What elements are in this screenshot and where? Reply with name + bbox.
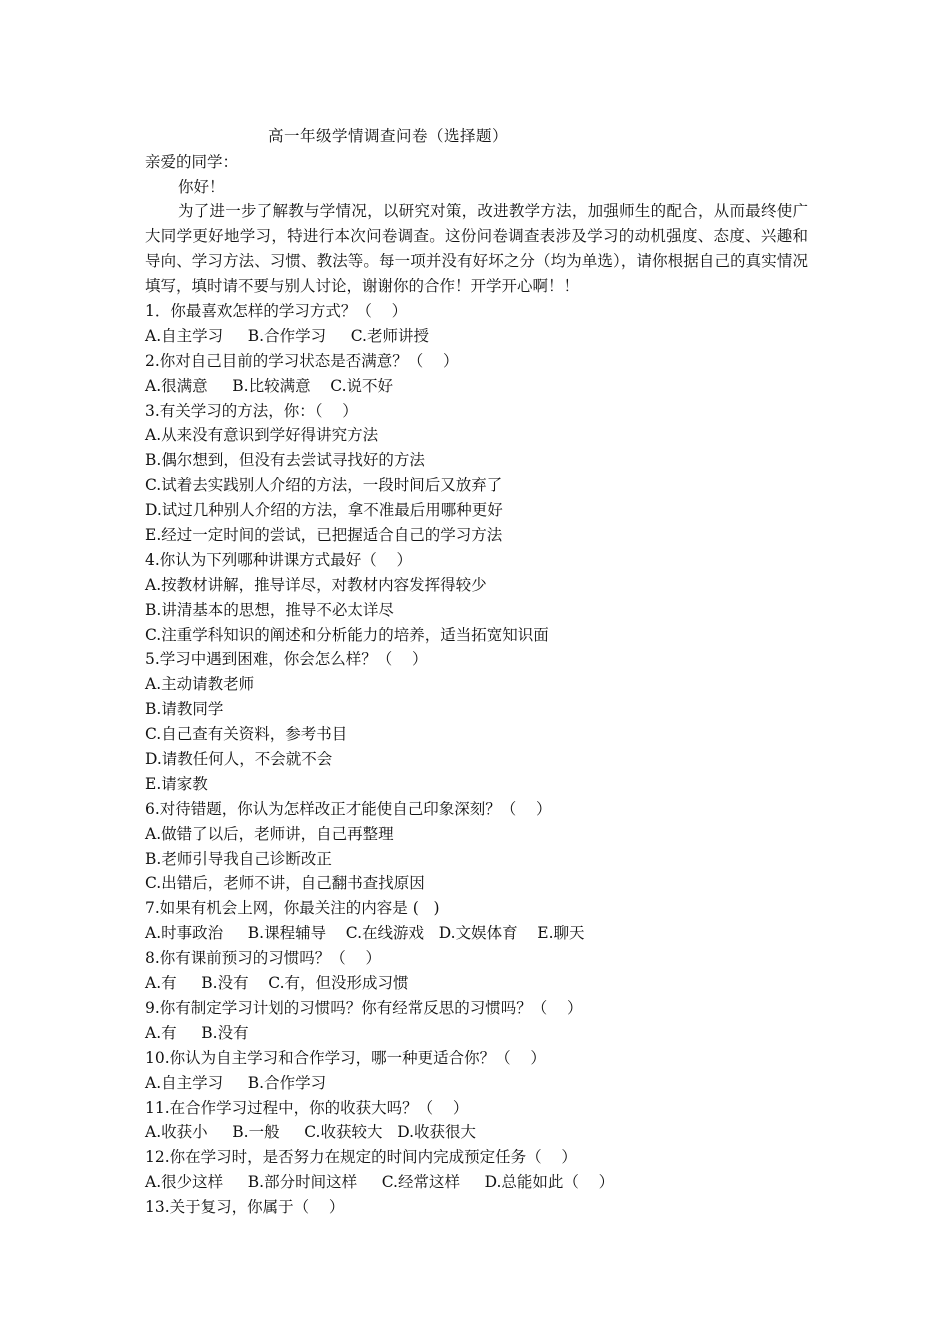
answer-option: A.主动请教老师 bbox=[145, 675, 255, 694]
answer-option: B.讲清基本的思想，推导不必太详尽 bbox=[145, 600, 394, 619]
question-text: 3.有关学习的方法，你：（ ） bbox=[145, 401, 358, 420]
question-text: 8.你有课前预习的习惯吗？（ ） bbox=[145, 949, 381, 968]
question-text: 12.你在学习时，是否努力在规定的时间内完成预定任务（ ） bbox=[145, 1148, 577, 1167]
answer-option: A.从来没有意识到学好得讲究方法 bbox=[145, 426, 379, 445]
question-text: 6.对待错题，你认为怎样改正才能使自己印象深刻？（ ） bbox=[145, 799, 552, 818]
answer-option: A.按教材讲解，推导详尽，对教材内容发挥得较少 bbox=[145, 575, 487, 594]
answer-option: C.注重学科知识的阐述和分析能力的培养，适当拓宽知识面 bbox=[145, 625, 549, 644]
question-text: 2.你对自己目前的学习状态是否满意？（ ） bbox=[145, 351, 459, 370]
answer-option: A.自主学习 B.合作学习 bbox=[145, 1073, 327, 1092]
question-text: 5.学习中遇到困难，你会怎么样？（ ） bbox=[145, 650, 428, 669]
question-text: 13.关于复习，你属于（ ） bbox=[145, 1198, 345, 1217]
intro-paragraph: 为了进一步了解教与学情况，以研究对策，改进教学方法，加强师生的配合，从而最终使广大同学更好地学习，特进行本次问卷调查。这份问卷调查表涉及学习的动机强度、态度、兴趣和导向、学习方法、习惯、教法等。每一项并没有好坏之分（均为单选），请你根据自己的真实情况填写，填时请不要与别人讨论，谢谢你的合作！开学开心啊！！ bbox=[145, 202, 808, 295]
answer-option: C.试着去实践别人介绍的方法，一段时间后又放弃了 bbox=[145, 476, 503, 495]
answer-option: D.请教任何人，不会就不会 bbox=[145, 750, 333, 769]
answer-option: A.有 B.没有 C.有，但没形成习惯 bbox=[145, 974, 409, 993]
answer-option: B.老师引导我自己诊断改正 bbox=[145, 849, 332, 868]
answer-option: C.自己查有关资料，参考书目 bbox=[145, 725, 348, 744]
question-list bbox=[145, 299, 825, 1220]
answer-option: A.很少这样 B.部分时间这样 C.经常这样 D.总能如此（ ） bbox=[145, 1173, 615, 1192]
answer-option: A.很满意 B.比较满意 C.说不好 bbox=[145, 376, 394, 395]
question-text: 9.你有制定学习计划的习惯吗？你有经常反思的习惯吗？（ ） bbox=[145, 998, 583, 1017]
question-text: 7.如果有机会上网，你最关注的内容是 ( ) bbox=[145, 899, 440, 918]
answer-option: B.偶尔想到，但没有去尝试寻找好的方法 bbox=[145, 451, 425, 470]
answer-option: B.请教同学 bbox=[145, 700, 224, 719]
answer-option: A.收获小 B.一般 C.收获较大 D.收获很大 bbox=[145, 1123, 477, 1142]
salutation: 亲爱的同学： bbox=[145, 153, 239, 171]
answer-option: A.做错了以后，老师讲，自己再整理 bbox=[145, 824, 394, 843]
question-text: 4.你认为下列哪种讲课方式最好（ ） bbox=[145, 550, 412, 569]
question-text: 10.你认为自主学习和合作学习，哪一种更适合你？（ ） bbox=[145, 1048, 546, 1067]
answer-option: C.出错后，老师不讲，自己翻书查找原因 bbox=[145, 874, 425, 893]
question-text: 1．你最喜欢怎样的学习方式？（ ） bbox=[145, 302, 408, 320]
answer-option: A.时事政治 B.课程辅导 C.在线游戏 D.文娱体育 E.聊天 bbox=[145, 924, 585, 943]
question-text: 11.在合作学习过程中，你的收获大吗？（ ） bbox=[145, 1098, 469, 1117]
document-title: 高一年级学情调查问卷（选择题） bbox=[268, 127, 509, 145]
answer-option: D.试过几种别人介绍的方法，拿不准最后用哪种更好 bbox=[145, 501, 503, 520]
answer-option: A.有 B.没有 bbox=[145, 1023, 249, 1042]
answer-option: A.自主学习 B.合作学习 C.老师讲授 bbox=[145, 326, 429, 345]
greeting: 你好！ bbox=[178, 178, 225, 196]
answer-option: E.请家教 bbox=[145, 774, 208, 793]
answer-option: E.经过一定时间的尝试，已把握适合自己的学习方法 bbox=[145, 526, 503, 545]
